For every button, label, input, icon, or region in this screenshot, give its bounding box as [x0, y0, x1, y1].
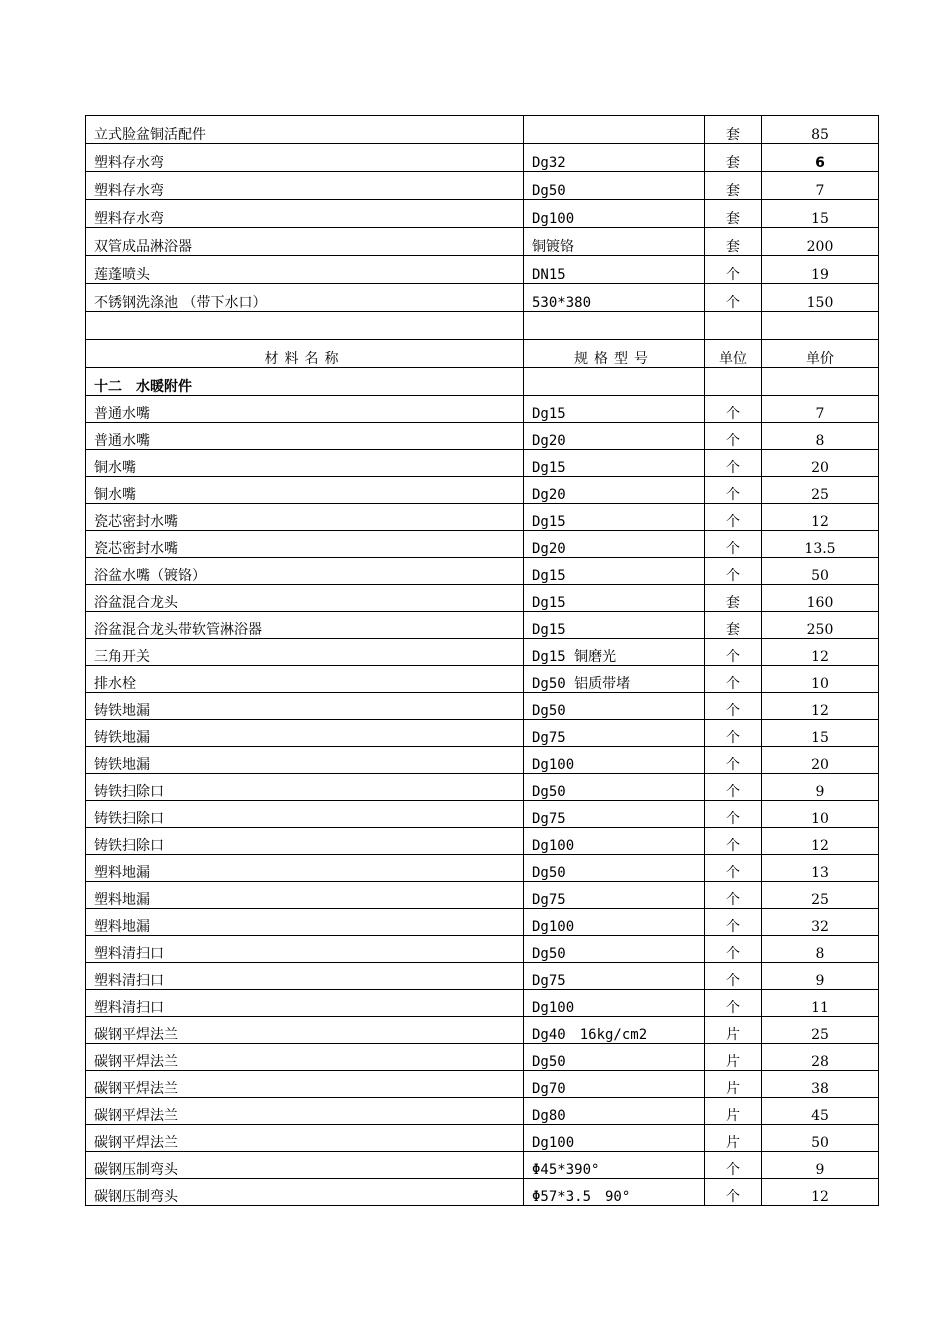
blank-row: [86, 312, 879, 340]
unit-price: 25: [762, 477, 879, 504]
material-name: 塑料地漏: [86, 882, 524, 909]
material-name: 瓷芯密封水嘴: [86, 531, 524, 558]
spec: Dg100: [524, 1125, 705, 1152]
table-row: [86, 666, 879, 693]
unit-price: 13.5: [762, 531, 879, 558]
table-row: [86, 200, 879, 228]
unit: 个: [705, 639, 762, 666]
spec: Dg75: [524, 963, 705, 990]
material-name: 普通水嘴: [86, 396, 524, 423]
material-name: 立式脸盆铜活配件: [86, 116, 524, 144]
unit-price: 11: [762, 990, 879, 1017]
header-unit-price: 单价: [762, 340, 879, 368]
spec: Dg15: [524, 558, 705, 585]
unit-price: 13: [762, 855, 879, 882]
spec: Dg20: [524, 423, 705, 450]
unit-price: 85: [762, 116, 879, 144]
table-row: [86, 450, 879, 477]
unit: 个: [705, 747, 762, 774]
material-name: 双管成品淋浴器: [86, 228, 524, 256]
unit-price: 15: [762, 200, 879, 228]
unit: 个: [705, 693, 762, 720]
spec: Dg20: [524, 477, 705, 504]
unit-price: 9: [762, 1152, 879, 1179]
unit-price: 8: [762, 936, 879, 963]
price-table-body: [86, 116, 879, 1206]
material-name: 铸铁扫除口: [86, 774, 524, 801]
material-name: 碳钢压制弯头: [86, 1179, 524, 1206]
spec: DN15: [524, 256, 705, 284]
unit: 片: [705, 1044, 762, 1071]
table-row: [86, 855, 879, 882]
material-name: 铸铁地漏: [86, 720, 524, 747]
spec: Dg100: [524, 747, 705, 774]
unit: 个: [705, 504, 762, 531]
unit: 套: [705, 585, 762, 612]
material-name: 铸铁扫除口: [86, 801, 524, 828]
table-row: [86, 882, 879, 909]
material-name: 碳钢平焊法兰: [86, 1044, 524, 1071]
unit-price: 7: [762, 172, 879, 200]
table-row: [86, 1152, 879, 1179]
unit: 个: [705, 855, 762, 882]
table-row: [86, 747, 879, 774]
spec: Dg15 铜磨光: [524, 639, 705, 666]
unit: 个: [705, 963, 762, 990]
unit-price: 20: [762, 747, 879, 774]
material-name: 碳钢压制弯头: [86, 1152, 524, 1179]
spec: Dg20: [524, 531, 705, 558]
spec: Dg50: [524, 774, 705, 801]
spec: Dg75: [524, 720, 705, 747]
unit-price: 160: [762, 585, 879, 612]
table-row: [86, 423, 879, 450]
blank-cell: [762, 368, 879, 396]
unit: 片: [705, 1017, 762, 1044]
unit-price: 38: [762, 1071, 879, 1098]
table-row: [86, 612, 879, 639]
table-row: [86, 936, 879, 963]
material-name: 铜水嘴: [86, 450, 524, 477]
material-name: 碳钢平焊法兰: [86, 1071, 524, 1098]
unit-price: 12: [762, 1179, 879, 1206]
unit: 片: [705, 1125, 762, 1152]
table-row: [86, 1071, 879, 1098]
unit: 个: [705, 909, 762, 936]
table-row: [86, 477, 879, 504]
blank-cell: [524, 312, 705, 340]
unit: 片: [705, 1098, 762, 1125]
table-row: [86, 396, 879, 423]
unit: 套: [705, 172, 762, 200]
unit: 套: [705, 144, 762, 172]
unit-price: 9: [762, 774, 879, 801]
spec: Dg50: [524, 1044, 705, 1071]
unit-price: 9: [762, 963, 879, 990]
unit: 片: [705, 1071, 762, 1098]
unit-price: 12: [762, 828, 879, 855]
unit: 个: [705, 828, 762, 855]
spec: Dg80: [524, 1098, 705, 1125]
spec: Dg15: [524, 396, 705, 423]
unit-price: 32: [762, 909, 879, 936]
table-row: [86, 909, 879, 936]
material-name: 浴盆水嘴（镀铬）: [86, 558, 524, 585]
table-row: [86, 144, 879, 172]
spec: [524, 116, 705, 144]
table-row: [86, 1179, 879, 1206]
table-row: [86, 1125, 879, 1152]
table-row: [86, 639, 879, 666]
unit-price: 19: [762, 256, 879, 284]
header-material-name: 材料名称: [86, 340, 524, 368]
unit-price: 20: [762, 450, 879, 477]
table-row: [86, 774, 879, 801]
material-name: 塑料地漏: [86, 855, 524, 882]
unit-price: 45: [762, 1098, 879, 1125]
spec: Dg50: [524, 693, 705, 720]
unit-price: 10: [762, 801, 879, 828]
table-row: [86, 284, 879, 312]
unit: 个: [705, 801, 762, 828]
material-name: 瓷芯密封水嘴: [86, 504, 524, 531]
spec: Dg100: [524, 828, 705, 855]
table-row: [86, 1098, 879, 1125]
unit-price: 25: [762, 1017, 879, 1044]
table-row: [86, 801, 879, 828]
table-row: [86, 256, 879, 284]
table-row: [86, 585, 879, 612]
material-name: 铸铁扫除口: [86, 828, 524, 855]
table-row: [86, 828, 879, 855]
table-row: [86, 990, 879, 1017]
spec: Dg50: [524, 855, 705, 882]
spec: Φ45*390°: [524, 1152, 705, 1179]
spec: Dg15: [524, 585, 705, 612]
spec: Dg50: [524, 172, 705, 200]
spec: 铜镀铬: [524, 228, 705, 256]
spec: Dg50: [524, 936, 705, 963]
unit-price: 6: [762, 144, 879, 172]
header-unit: 单位: [705, 340, 762, 368]
material-name: 三角开关: [86, 639, 524, 666]
unit-price: 7: [762, 396, 879, 423]
unit-price: 15: [762, 720, 879, 747]
material-name: 浴盆混合龙头: [86, 585, 524, 612]
unit-price: 12: [762, 639, 879, 666]
unit: 套: [705, 200, 762, 228]
material-name: 碳钢平焊法兰: [86, 1017, 524, 1044]
unit-price: 250: [762, 612, 879, 639]
unit: 个: [705, 396, 762, 423]
material-name: 莲蓬喷头: [86, 256, 524, 284]
spec: Dg50 铝质带堵: [524, 666, 705, 693]
unit-price: 25: [762, 882, 879, 909]
material-name: 碳钢平焊法兰: [86, 1098, 524, 1125]
blank-cell: [762, 312, 879, 340]
material-name: 塑料清扫口: [86, 990, 524, 1017]
material-name: 不锈钢洗涤池 （带下水口）: [86, 284, 524, 312]
blank-cell: [705, 368, 762, 396]
unit: 套: [705, 612, 762, 639]
unit: 个: [705, 423, 762, 450]
unit-price: 10: [762, 666, 879, 693]
spec: Dg15: [524, 612, 705, 639]
unit: 个: [705, 882, 762, 909]
unit: 个: [705, 531, 762, 558]
material-name: 塑料存水弯: [86, 200, 524, 228]
table-row: [86, 1044, 879, 1071]
unit: 套: [705, 228, 762, 256]
spec: Dg75: [524, 801, 705, 828]
table-row: [86, 963, 879, 990]
material-name: 塑料清扫口: [86, 963, 524, 990]
blank-cell: [705, 312, 762, 340]
table-row: [86, 116, 879, 144]
material-name: 铸铁地漏: [86, 693, 524, 720]
header-spec: 规格型号: [524, 340, 705, 368]
unit: 套: [705, 116, 762, 144]
unit: 个: [705, 256, 762, 284]
spec: Dg15: [524, 450, 705, 477]
column-header-row: [86, 340, 879, 368]
table-row: [86, 504, 879, 531]
material-name: 碳钢平焊法兰: [86, 1125, 524, 1152]
material-name: 排水栓: [86, 666, 524, 693]
unit: 个: [705, 774, 762, 801]
unit: 个: [705, 558, 762, 585]
unit: 个: [705, 936, 762, 963]
table-row: [86, 172, 879, 200]
unit: 个: [705, 450, 762, 477]
material-name: 普通水嘴: [86, 423, 524, 450]
unit-price: 28: [762, 1044, 879, 1071]
unit-price: 8: [762, 423, 879, 450]
material-name: 铸铁地漏: [86, 747, 524, 774]
spec: 530*380: [524, 284, 705, 312]
material-name: 浴盆混合龙头带软管淋浴器: [86, 612, 524, 639]
spec: Dg100: [524, 990, 705, 1017]
material-name: 塑料存水弯: [86, 172, 524, 200]
unit-price: 12: [762, 504, 879, 531]
unit: 个: [705, 284, 762, 312]
unit: 个: [705, 720, 762, 747]
section-title-row: [86, 368, 879, 396]
blank-cell: [524, 368, 705, 396]
spec: Dg100: [524, 200, 705, 228]
table-row: [86, 720, 879, 747]
table-row: [86, 1017, 879, 1044]
unit: 个: [705, 990, 762, 1017]
table-row: [86, 531, 879, 558]
spec: Dg70: [524, 1071, 705, 1098]
spec: Dg32: [524, 144, 705, 172]
material-name: 塑料地漏: [86, 909, 524, 936]
unit: 个: [705, 1179, 762, 1206]
spec: Dg100: [524, 909, 705, 936]
unit-price: 150: [762, 284, 879, 312]
table-row: [86, 558, 879, 585]
material-name: 铜水嘴: [86, 477, 524, 504]
unit: 个: [705, 1152, 762, 1179]
section-title: 十二 水暖附件: [86, 368, 524, 396]
unit: 个: [705, 477, 762, 504]
table-row: [86, 693, 879, 720]
unit-price: 200: [762, 228, 879, 256]
unit-price: 12: [762, 693, 879, 720]
table-row: [86, 228, 879, 256]
spec: Dg75: [524, 882, 705, 909]
material-name: 塑料存水弯: [86, 144, 524, 172]
price-table: [85, 115, 879, 1206]
spec: Dg40 16kg/cm2: [524, 1017, 705, 1044]
material-name: 塑料清扫口: [86, 936, 524, 963]
spec: Φ57*3.5 90°: [524, 1179, 705, 1206]
unit-price: 50: [762, 558, 879, 585]
unit: 个: [705, 666, 762, 693]
spec: Dg15: [524, 504, 705, 531]
unit-price: 50: [762, 1125, 879, 1152]
blank-cell: [86, 312, 524, 340]
